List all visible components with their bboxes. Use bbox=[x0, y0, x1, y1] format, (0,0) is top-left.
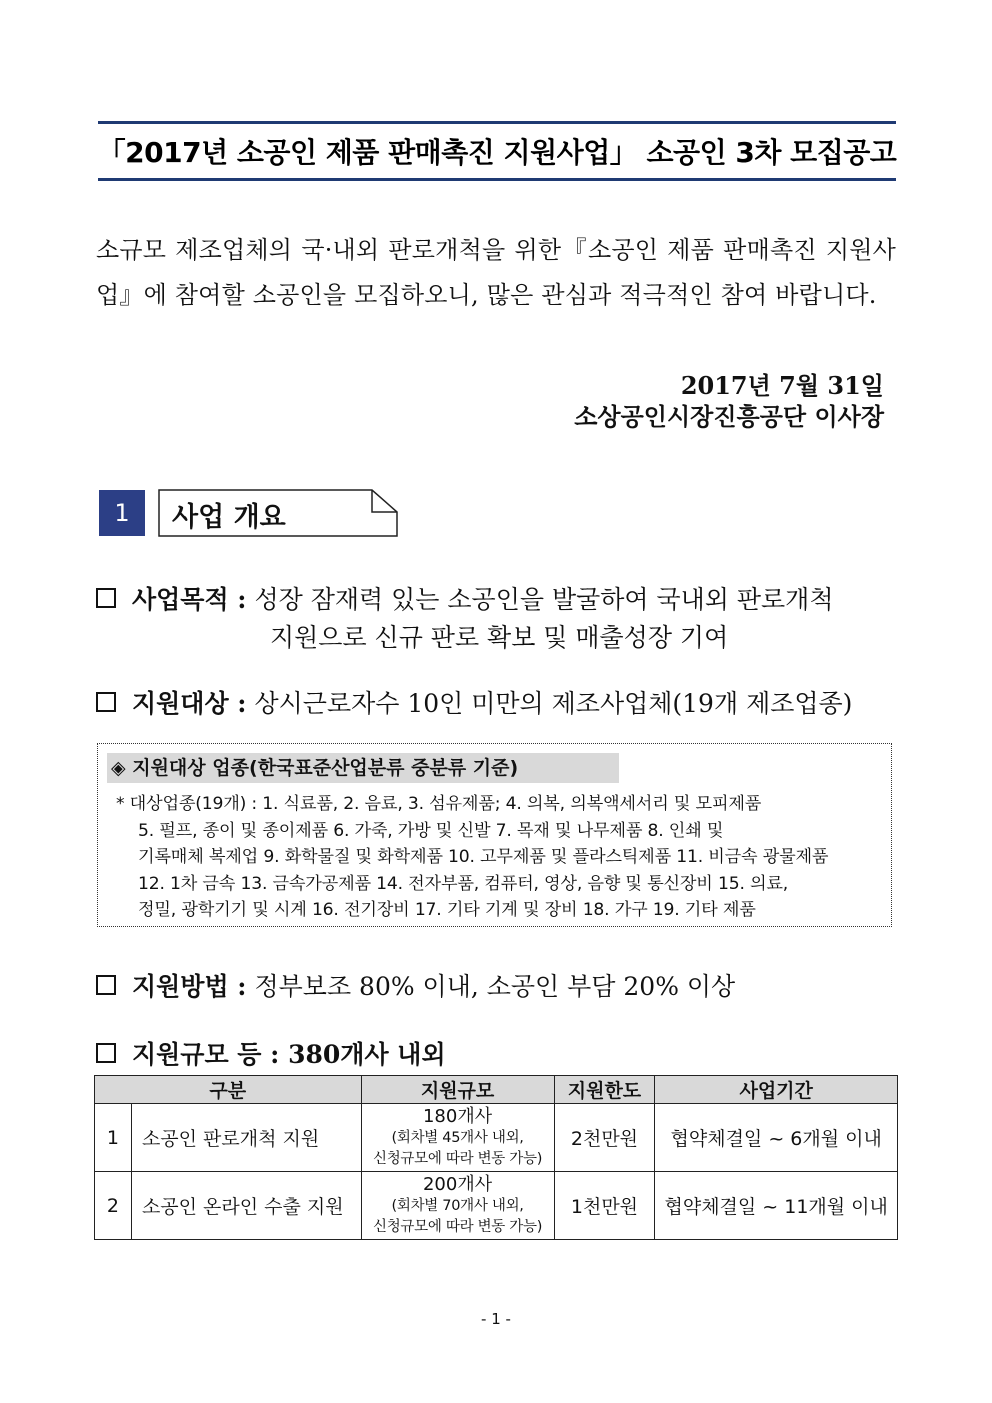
checkbox-icon bbox=[96, 588, 116, 608]
industry-line: 기록매체 복제업 9. 화학물질 및 화학제품 10. 고무제품 및 플라스틱제품 11. 비금속 광물제품 bbox=[138, 847, 829, 867]
page-number: - 1 - bbox=[481, 1310, 511, 1328]
scale-count: 180개사 bbox=[422, 1105, 493, 1127]
program-name: 소공인 판로개척 지원 bbox=[131, 1104, 361, 1172]
page-title: 「2017년 소공인 제품 판매촉진 지원사업」 소공인 3차 모집공고 bbox=[97, 136, 897, 169]
row-number: 2 bbox=[95, 1172, 132, 1240]
program-scale bbox=[361, 1172, 554, 1240]
purpose-label: 사업목적 : bbox=[132, 585, 247, 614]
table-row bbox=[95, 1104, 898, 1172]
section-number: 1 bbox=[99, 490, 145, 536]
table-header-row bbox=[95, 1076, 898, 1104]
industry-line: 정밀, 광학기기 및 시계 16. 전기장비 17. 기타 기계 및 장비 18. 가구 19. 기타 제품 bbox=[138, 900, 756, 920]
checkbox-icon bbox=[96, 1043, 116, 1063]
industry-box-body bbox=[116, 791, 884, 924]
checkbox-icon bbox=[96, 692, 116, 712]
header-period: 사업기간 bbox=[655, 1076, 898, 1104]
scale-note: (회차별 45개사 내외, bbox=[391, 1129, 524, 1146]
purpose-text-line2: 지원으로 신규 판로 확보 및 매출성장 기여 bbox=[270, 623, 729, 652]
program-scale bbox=[361, 1104, 554, 1172]
table-row bbox=[95, 1172, 898, 1240]
scale-item bbox=[96, 1035, 446, 1071]
header-limit: 지원한도 bbox=[554, 1076, 655, 1104]
target-text: 상시근로자수 10인 미만의 제조사업체(19개 제조업종) bbox=[254, 689, 853, 718]
target-item bbox=[96, 684, 852, 720]
checkbox-icon bbox=[96, 975, 116, 995]
header-scale: 지원규모 bbox=[361, 1076, 554, 1104]
row-number: 1 bbox=[95, 1104, 132, 1172]
purpose-item bbox=[96, 580, 896, 619]
header-category: 구분 bbox=[95, 1076, 362, 1104]
program-period: 협약체결일 ~ 11개월 이내 bbox=[655, 1172, 898, 1240]
announcement-date: 2017년 7월 31일 bbox=[680, 371, 884, 400]
program-limit: 1천만원 bbox=[554, 1172, 655, 1240]
scale-note: 신청규모에 따라 변동 가능) bbox=[373, 1218, 543, 1235]
support-table bbox=[94, 1075, 898, 1240]
intro-paragraph: 소규모 제조업체의 국·내외 판로개척을 위한『소공인 제품 판매촉진 지원사업』에 참여할 소공인을 모집하오니, 많은 관심과 적극적인 참여 바랍니다. bbox=[96, 236, 896, 309]
industry-line: 5. 펄프, 종이 및 종이제품 6. 가죽, 가방 및 신발 7. 목재 및 나무제품 8. 인쇄 및 bbox=[138, 820, 724, 841]
title-box bbox=[98, 121, 896, 181]
scale-note: (회차별 70개사 내외, bbox=[391, 1197, 524, 1214]
method-item bbox=[96, 967, 735, 1003]
industry-box bbox=[97, 743, 892, 927]
scale-note: 신청규모에 따라 변동 가능) bbox=[373, 1150, 543, 1167]
method-label: 지원방법 : bbox=[132, 972, 247, 1001]
target-label: 지원대상 : bbox=[132, 689, 247, 718]
program-period: 협약체결일 ~ 6개월 이내 bbox=[655, 1104, 898, 1172]
method-text: 정부보조 80% 이내, 소공인 부담 20% 이상 bbox=[254, 972, 736, 1001]
industry-line: * 대상업종(19개) : 1. 식료품, 2. 음료, 3. 섬유제품; 4. 의복, 의복액세서리 및 모피제품 bbox=[116, 794, 762, 814]
section-title-box bbox=[158, 489, 398, 537]
scale-count: 200개사 bbox=[422, 1173, 493, 1195]
scale-label: 지원규모 등 : bbox=[132, 1040, 280, 1069]
industry-box-heading: ◈ 지원대상 업종(한국표준산업분류 중분류 기준) bbox=[107, 753, 619, 783]
announcing-organization: 소상공인시장진흥공단 이사장 bbox=[574, 402, 884, 431]
program-limit: 2천만원 bbox=[554, 1104, 655, 1172]
scale-text: 380개사 내외 bbox=[288, 1040, 446, 1069]
industry-line: 12. 1차 금속 13. 금속가공제품 14. 전자부품, 컴퓨터, 영상, 음향 및 통신장비 15. 의료, bbox=[138, 873, 789, 894]
section-title: 사업 개요 bbox=[172, 502, 286, 533]
program-name: 소공인 온라인 수출 지원 bbox=[131, 1172, 361, 1240]
purpose-text-line1: 성장 잠재력 있는 소공인을 발굴하여 국내외 판로개척 bbox=[254, 585, 834, 614]
